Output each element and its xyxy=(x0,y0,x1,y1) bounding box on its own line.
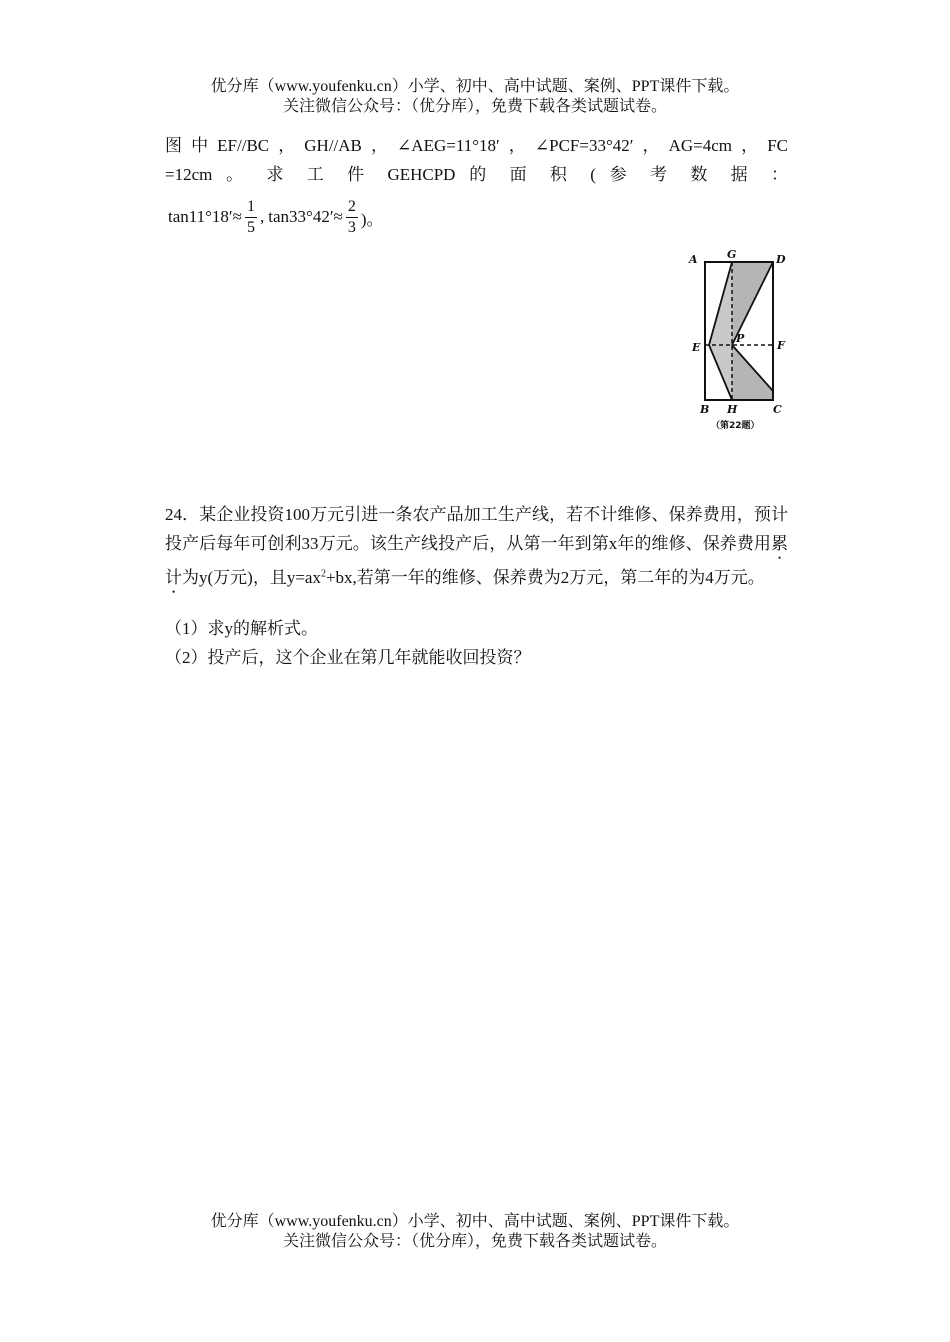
figure-caption: （第22题） xyxy=(711,421,760,431)
q24-emphasis: 累计 xyxy=(165,534,788,587)
q24-sub-1: （1）求y的解析式。 xyxy=(165,619,318,638)
q24-sub-2: （2）投产后，这个企业在第几年就能收回投资？ xyxy=(165,648,531,667)
fraction-1-numerator: 1 xyxy=(245,197,257,218)
fraction-1-denominator: 5 xyxy=(247,218,255,236)
label-b: B xyxy=(700,403,710,416)
q24-exponent: 2 xyxy=(320,568,326,580)
page-header xyxy=(0,77,950,117)
q22-figure xyxy=(683,248,793,433)
footer-line-2: 关注微信公众号：（优分库），免费下载各类试题试卷。 xyxy=(282,1233,667,1250)
q24-stem xyxy=(165,500,788,597)
tan-2-text: tan33°42′≈ xyxy=(268,207,343,226)
footer-line-1: 优分库（www.youfenku.cn）小学、初中、高中试题、案例、PPT课件下载。 xyxy=(210,1213,740,1230)
q22-line-2: =12cm 。 求 工 件 GEHCPD 的 面 积 ( 参 考 数 据 ： xyxy=(165,165,788,184)
separator: , xyxy=(260,207,265,226)
fraction-2-denominator: 3 xyxy=(347,218,356,236)
math-close: )。 xyxy=(360,209,384,229)
label-g: G xyxy=(727,248,737,261)
q24-text-b: 为y(万元)，且y=ax xyxy=(182,568,321,587)
header-line-2: 关注微信公众号：（优分库），免费下载各类试题试卷。 xyxy=(282,98,667,115)
label-e: E xyxy=(692,341,701,354)
label-c: C xyxy=(773,403,782,416)
q22-line-1: 图中EF//BC，GH//AB，∠AEG=11°18′，∠PCF=33°42′，AG=4cm，FC xyxy=(165,136,788,155)
fraction-2 xyxy=(346,197,358,238)
label-f: F xyxy=(777,339,785,352)
page-footer xyxy=(0,1212,950,1252)
q24-text-c: +bx,若第一年的维修、保养费为2万元，第二年的为4万元。 xyxy=(325,568,765,587)
tan-1-text: tan11°18′≈ xyxy=(168,207,242,226)
q22-reference-data xyxy=(168,193,384,241)
label-h: H xyxy=(727,403,738,416)
label-p: P xyxy=(736,332,745,345)
label-d: D xyxy=(776,253,786,266)
label-a: A xyxy=(689,253,698,266)
fraction-1 xyxy=(245,197,257,238)
q24-text-a: 24．某企业投资100万元引进一条农产品加工生产线，若不计维修、保养费用，预计投产后每年可创利33万元。该生产线投产后，从第一年到第x年的维修、保养费用 xyxy=(165,505,788,553)
header-line-1: 优分库（www.youfenku.cn）小学、初中、高中试题、案例、PPT课件下载。 xyxy=(210,78,740,95)
fraction-2-numerator: 2 xyxy=(346,197,358,218)
